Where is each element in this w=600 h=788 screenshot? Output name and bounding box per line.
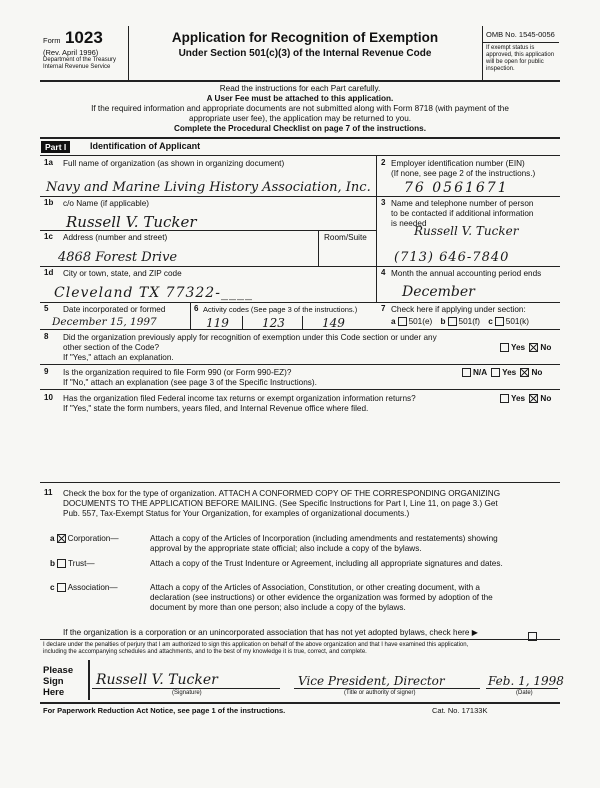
q9-yes-checkbox[interactable] — [491, 368, 500, 377]
q9-no-checkbox[interactable] — [520, 368, 529, 377]
q11-num: 11 — [44, 488, 53, 497]
q10-text-2: If "Yes," state the form numbers, years filed, and Internal Revenue office where filed. — [63, 404, 369, 413]
l3-label-1: Name and telephone number of person — [391, 199, 534, 208]
co-name-value[interactable]: Russell V. Tucker — [66, 213, 197, 231]
please-sign-here — [43, 665, 73, 698]
l7-c-label: 501(k) — [505, 317, 529, 326]
q11-b-letter: b — [50, 559, 56, 568]
q11-text-1: Check the box for the type of organization. ATTACH A CONFORMED COPY OF THE CORRESPONDING ORGANIZING — [63, 489, 501, 498]
signature-caption: (Signature) — [172, 690, 202, 696]
instr-line-3: If the required information and appropriate documents are not submitted along with Form 8718 (with payment of the — [91, 104, 509, 113]
l1d-num: 1d — [44, 268, 54, 277]
q11-text-2: DOCUMENTS TO THE APPLICATION BEFORE MAILING. (See Specific Instructions for Part I, Line 11, on page 3.) Get — [63, 499, 498, 508]
q10-num: 10 — [44, 393, 53, 402]
signature-date-value[interactable]: Feb. 1, 1998 — [488, 674, 564, 688]
q9-na-checkbox[interactable] — [462, 368, 471, 377]
l7-a-letter: a — [391, 317, 396, 326]
association-label: Association— — [67, 583, 118, 592]
l4-num: 4 — [381, 268, 386, 277]
l5-num: 5 — [44, 304, 49, 313]
l1a-num: 1a — [44, 158, 53, 167]
l7-num: 7 — [381, 304, 386, 313]
q8-no-label: No — [540, 343, 552, 352]
activity-code-2[interactable]: 123 — [262, 316, 285, 330]
q11-c-letter: c — [50, 583, 55, 592]
signature-date-caption: (Date) — [516, 690, 533, 696]
section-checkboxes — [391, 317, 529, 327]
association-text-1: Attach a copy of the Articles of Association, Constitution, or other creating document, with a — [150, 583, 480, 592]
q9-num: 9 — [44, 367, 49, 376]
contact-name-value[interactable]: Russell V. Tucker — [414, 224, 519, 238]
part-title: Identification of Applicant — [90, 141, 201, 151]
q9-answer — [460, 368, 542, 378]
q10-answer — [498, 394, 551, 404]
q11-option-c — [50, 583, 118, 593]
q8-text-1: Did the organization previously apply for recognition of exemption under this Code section or under any — [63, 333, 437, 342]
l1c-label: Address (number and street) — [63, 233, 168, 242]
corporation-label: Corporation— — [67, 534, 119, 543]
signature-value[interactable]: Russell V. Tucker — [96, 672, 218, 688]
q8-yes-label: Yes — [511, 343, 526, 352]
association-text-2: declaration (see instructions) or other evidence the organization was formed by adoption of the — [150, 593, 493, 602]
form-dept: Department of the Treasury — [43, 57, 117, 63]
q10-yes-label: Yes — [511, 394, 526, 403]
q8-answer — [498, 343, 551, 353]
l6-label: Activity codes (See page 3 of the instructions.) — [203, 305, 358, 314]
l7-c-letter: c — [488, 317, 493, 326]
association-text-3: document by more than one person; also include a copy of the bylaws. — [150, 603, 406, 612]
checkbox-501f[interactable] — [448, 317, 457, 326]
form-irs: Internal Revenue Service — [43, 64, 111, 70]
bylaws-text: If the organization is a corporation or an unincorporated association that has not yet adopted bylaws, check here ▶ — [63, 628, 479, 637]
activity-code-3[interactable]: 149 — [322, 316, 345, 330]
l2-sub: (If none, see page 2 of the instructions.) — [391, 169, 536, 178]
q8-num: 8 — [44, 332, 49, 341]
l1d-label: City or town, state, and ZIP code — [63, 269, 182, 278]
q10-text-1: Has the organization filed Federal income tax returns or exempt organization information returns? — [63, 394, 416, 403]
signer-title-value[interactable]: Vice President, Director — [298, 674, 445, 688]
q10-yes-checkbox[interactable] — [500, 394, 509, 403]
l3-label-2: to be contacted if additional information — [391, 209, 534, 218]
date-formed-value[interactable]: December 15, 1997 — [52, 316, 157, 328]
q10-no-label: No — [540, 394, 552, 403]
q8-text-3: If "Yes," attach an explanation. — [63, 353, 174, 362]
corporation-checkbox[interactable] — [57, 534, 66, 543]
form-subtitle: Under Section 501(c)(3) of the Internal Revenue Code — [178, 48, 432, 59]
l2-num: 2 — [381, 158, 386, 167]
corporation-text-1: Attach a copy of the Articles of Incorporation (including amendments and restatements) showing — [150, 534, 498, 543]
l7-b-label: 501(f) — [458, 317, 480, 326]
l7-b-letter: b — [440, 317, 446, 326]
please-label: Please — [43, 665, 74, 676]
checkbox-501e[interactable] — [398, 317, 407, 326]
q11-a-letter: a — [50, 534, 55, 543]
trust-checkbox[interactable] — [57, 559, 66, 568]
l1b-label: c/o Name (if applicable) — [63, 199, 150, 208]
sign-label: Sign — [43, 676, 64, 687]
q9-na-label: N/A — [473, 368, 487, 377]
l5-label: Date incorporated or formed — [63, 305, 166, 314]
room-suite-label: Room/Suite — [324, 233, 367, 242]
l3-num: 3 — [381, 198, 386, 207]
instr-line-2: A User Fee must be attached to this application. — [206, 94, 394, 103]
corporation-text-2: approval by the appropriate state official; also include a copy of the bylaws. — [150, 544, 422, 553]
trust-label: Trust— — [68, 559, 95, 568]
l1c-num: 1c — [44, 232, 53, 241]
q8-yes-checkbox[interactable] — [500, 343, 509, 352]
instructions-block — [40, 84, 560, 134]
l1a-label: Full name of organization (as shown in organizing document) — [63, 159, 285, 168]
q11-option-a — [50, 534, 119, 544]
org-name-value[interactable]: Navy and Marine Living History Association, Inc. — [46, 180, 371, 195]
checkbox-501k[interactable] — [495, 317, 504, 326]
l4-label: Month the annual accounting period ends — [391, 269, 542, 278]
instr-line-5: Complete the Procedural Checklist on page 7 of the instructions. — [173, 124, 427, 133]
q9-text-2: If "No," attach an explanation (see page 3 of the Specific Instructions). — [63, 378, 317, 387]
q11-option-b — [50, 559, 95, 569]
declaration-1: I declare under the penalties of perjury that I am authorized to sign this application on behalf of the above organization and that I have examined this application, — [43, 642, 469, 648]
accounting-period-value[interactable]: December — [402, 284, 475, 300]
instr-line-1: Read the instructions for each Part carefully. — [219, 84, 381, 93]
city-state-zip-value[interactable]: Cleveland TX 77322-____ — [54, 285, 253, 301]
form-label: Form — [43, 36, 61, 45]
form-id-block — [43, 28, 125, 71]
l7-label: Check here if applying under section: — [391, 305, 526, 314]
q11-text-3: Pub. 557, Tax-Exempt Status for Your Organization, for examples of organizational documents.) — [63, 509, 410, 518]
l7-a-label: 501(e) — [408, 317, 433, 326]
l3-label-3: is needed — [391, 219, 427, 228]
omb-number: OMB No. 1545-0056 — [486, 30, 555, 39]
catalog-number: Cat. No. 17133K — [432, 706, 488, 715]
signer-title-caption: (Title or authority of signer) — [344, 690, 416, 696]
association-checkbox[interactable] — [57, 583, 66, 592]
here-label: Here — [43, 687, 65, 698]
trust-text-1: Attach a copy of the Trust Indenture or Agreement, including all appropriate signatures and dates. — [150, 559, 503, 568]
address-value[interactable]: 4868 Forest Drive — [58, 250, 178, 265]
form-title: Application for Recognition of Exemption — [171, 30, 439, 45]
q10-no-checkbox[interactable] — [529, 394, 538, 403]
public-inspection-note: If exempt status is approved, this application will be open for public inspection. — [486, 45, 555, 72]
paperwork-notice: For Paperwork Reduction Act Notice, see page 1 of the instructions. — [43, 706, 286, 715]
l2-label: Employer identification number (EIN) — [391, 159, 525, 168]
activity-code-1[interactable]: 119 — [206, 316, 229, 330]
form-number: 1023 — [64, 28, 103, 47]
contact-phone-value[interactable]: (713) 646-7840 — [394, 250, 510, 265]
q8-no-checkbox[interactable] — [529, 343, 538, 352]
q8-text-2: other section of the Code? — [63, 343, 160, 352]
part-tag: Part I — [41, 141, 70, 153]
q9-no-label: No — [531, 368, 543, 377]
instr-line-4: appropriate user fee), the application may be returned to you. — [188, 114, 412, 123]
ein-value[interactable]: 76 0561671 — [404, 180, 509, 196]
q9-yes-label: Yes — [502, 368, 517, 377]
q9-text-1: Is the organization required to file Form 990 (or Form 990-EZ)? — [63, 368, 292, 377]
l6-num: 6 — [194, 304, 199, 313]
declaration-2: including the accompanying schedules and attachments, and to the best of my knowledge it is true, correct, and complete. — [43, 649, 367, 655]
l1b-num: 1b — [44, 198, 54, 207]
form-rev: (Rev. April 1996) — [43, 48, 99, 57]
